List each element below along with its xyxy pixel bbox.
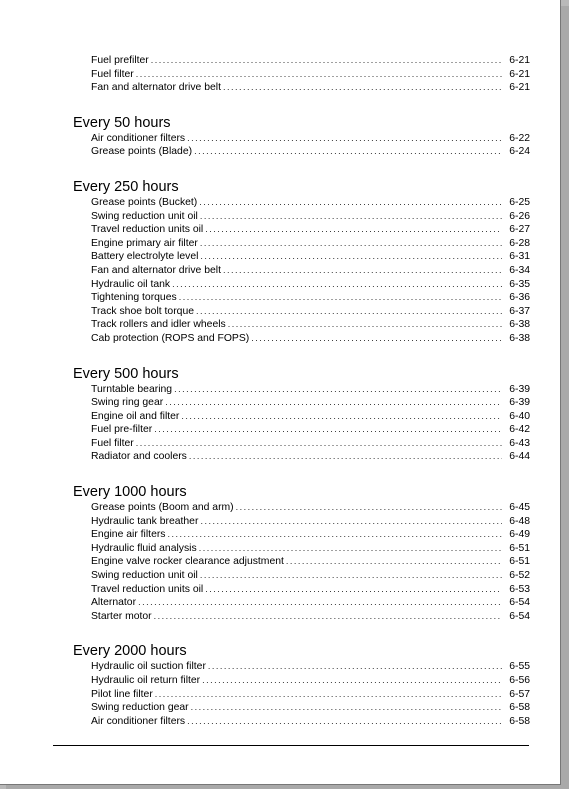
section-heading: Every 50 hours [73, 114, 171, 131]
dot-leader [165, 396, 502, 410]
toc-entry-page: 6-55 [509, 661, 530, 673]
toc-entry-label: Engine air filters [91, 529, 166, 541]
dot-leader [223, 81, 502, 95]
toc-entry-page: 6-39 [509, 397, 530, 409]
toc-entry-page: 6-58 [509, 715, 530, 727]
toc-entry-page: 6-44 [509, 451, 530, 463]
toc-entry-page: 6-54 [509, 610, 530, 622]
toc-entry-page: 6-51 [509, 556, 530, 568]
toc-entry-page: 6-21 [509, 82, 530, 94]
toc-entry-label: Cab protection (ROPS and FOPS) [91, 332, 250, 344]
toc-entry-page: 6-22 [509, 132, 530, 144]
toc-entry-label: Track shoe bolt torque [91, 305, 194, 317]
dot-leader [200, 515, 502, 529]
toc-entry-label: Swing reduction gear [91, 702, 189, 714]
toc-entry-label: Engine oil and filter [91, 410, 180, 422]
toc-entry[interactable] [72, 318, 530, 332]
toc-entry[interactable] [72, 305, 530, 319]
dot-leader [187, 715, 502, 729]
dot-leader [168, 528, 502, 542]
toc-entry[interactable] [72, 264, 530, 278]
toc-entry-page: 6-54 [509, 597, 530, 609]
toc-entry-label: Grease points (Boom and arm) [91, 502, 234, 514]
toc-entry-page: 6-35 [509, 278, 530, 290]
toc-entry[interactable] [72, 660, 530, 674]
dot-leader [136, 437, 502, 451]
toc-entry[interactable] [72, 237, 530, 251]
dot-leader [205, 583, 502, 597]
dot-leader [196, 305, 502, 319]
toc-entry[interactable] [72, 688, 530, 702]
toc-section-500-hours [72, 365, 530, 465]
toc-entry[interactable] [72, 583, 530, 597]
dot-leader [191, 701, 502, 715]
toc-section-250-hours [72, 178, 530, 346]
toc-entry-page: 6-40 [509, 410, 530, 422]
dot-leader [200, 237, 502, 251]
dot-leader [228, 318, 502, 332]
page-shadow-right [561, 6, 569, 789]
toc-entry-page: 6-45 [509, 502, 530, 514]
dot-leader [200, 210, 502, 224]
toc-entry[interactable] [72, 450, 530, 464]
toc-entry-label: Fuel filter [91, 437, 134, 449]
toc-entry-label: Swing reduction unit oil [91, 210, 198, 222]
toc-entry-page: 6-53 [509, 583, 530, 595]
toc-entry-page: 6-28 [509, 237, 530, 249]
toc-entry[interactable] [72, 515, 530, 529]
dot-leader [251, 332, 502, 346]
section-heading: Every 2000 hours [73, 643, 187, 660]
dot-leader [208, 660, 502, 674]
toc-entry[interactable] [72, 501, 530, 515]
dot-leader [199, 196, 502, 210]
dot-leader [155, 688, 502, 702]
dot-leader [194, 145, 502, 159]
toc-entry-page: 6-56 [509, 675, 530, 686]
dot-leader [179, 291, 502, 305]
toc-entry-label: Hydraulic oil return filter [91, 675, 201, 686]
toc-entry[interactable] [72, 715, 530, 729]
toc-entry-label: Engine valve rocker clearance adjustment [91, 556, 284, 568]
toc-entry-label: Hydraulic tank breather [91, 515, 199, 527]
toc-entry-label: Swing ring gear [91, 397, 164, 409]
toc-entry-page: 6-34 [509, 264, 530, 276]
toc-section-50-hours [72, 114, 530, 159]
toc-entry[interactable] [72, 383, 530, 397]
dot-leader [286, 555, 502, 569]
toc-entry-label: Fan and alternator drive belt [91, 82, 221, 94]
toc-section-1000-hours [72, 483, 530, 623]
toc-entry-page: 6-52 [509, 570, 530, 582]
toc-entry[interactable] [72, 132, 530, 146]
toc-entry-label: Fuel filter [91, 68, 134, 80]
dot-leader [223, 264, 502, 278]
section-heading: Every 500 hours [73, 365, 179, 382]
toc-entry[interactable] [72, 291, 530, 305]
toc-entry[interactable] [72, 278, 530, 292]
toc-entry-page: 6-51 [509, 542, 530, 554]
toc-entry[interactable] [72, 396, 530, 410]
toc-entry-label: Travel reduction units oil [91, 583, 204, 595]
toc-entry-label: Hydraulic oil tank [91, 278, 171, 290]
toc-entry-page: 6-42 [509, 424, 530, 436]
toc-entry-page: 6-26 [509, 210, 530, 222]
dot-leader [138, 596, 502, 610]
toc-entry[interactable] [72, 596, 530, 610]
toc-entry-label: Pilot line filter [91, 688, 153, 700]
toc-entry[interactable] [72, 610, 530, 624]
toc-entry[interactable] [72, 437, 530, 451]
toc-entry-page: 6-48 [509, 515, 530, 527]
dot-leader [172, 278, 502, 292]
table-of-contents [72, 54, 530, 728]
toc-entry-label: Turntable bearing [91, 383, 173, 395]
dot-leader [151, 54, 502, 68]
toc-entry-label: Grease points (Bucket) [91, 196, 198, 208]
toc-entry[interactable] [72, 250, 530, 264]
toc-entry-label: Grease points (Blade) [91, 146, 193, 158]
dot-leader [187, 132, 502, 146]
toc-entry-label: Track rollers and idler wheels [91, 319, 226, 331]
toc-entry-label: Hydraulic fluid analysis [91, 542, 197, 554]
toc-entry[interactable] [72, 674, 530, 688]
toc-entry[interactable] [72, 555, 530, 569]
dot-leader [181, 410, 502, 424]
footer-rule [53, 745, 529, 746]
toc-entry-label: Fan and alternator drive belt [91, 264, 221, 276]
toc-entry[interactable] [72, 701, 530, 715]
toc-entry[interactable] [72, 54, 530, 68]
toc-entry-page: 6-36 [509, 292, 530, 304]
toc-entry-page: 6-58 [509, 702, 530, 714]
dot-leader [174, 383, 502, 397]
toc-entry-page: 6-39 [509, 383, 530, 395]
section-heading: Every 250 hours [73, 178, 179, 195]
toc-entry-page: 6-27 [509, 224, 530, 236]
toc-entry[interactable] [72, 542, 530, 556]
toc-entry-page: 6-38 [509, 319, 530, 331]
toc-entry-label: Hydraulic oil suction filter [91, 661, 206, 673]
toc-entry-label: Starter motor [91, 610, 152, 622]
toc-entry[interactable] [72, 210, 530, 224]
dot-leader [236, 501, 502, 515]
toc-entry-page: 6-38 [509, 332, 530, 344]
toc-entry-page: 6-43 [509, 437, 530, 449]
toc-entry-label: Swing reduction unit oil [91, 570, 198, 582]
toc-entry-page: 6-37 [509, 305, 530, 317]
dot-leader [199, 542, 502, 556]
toc-entry-page: 6-57 [509, 688, 530, 700]
toc-entry-page: 6-21 [509, 55, 530, 66]
section-heading: Every 1000 hours [73, 484, 187, 501]
toc-entry-label: Radiator and coolers [91, 451, 187, 463]
toc-entry-page: 6-25 [509, 196, 530, 208]
toc-entry[interactable] [72, 332, 530, 346]
toc-entry-label: Fuel prefilter [91, 55, 149, 66]
toc-entry[interactable] [72, 68, 530, 82]
dot-leader [200, 569, 502, 583]
dot-leader [200, 250, 502, 264]
toc-entry[interactable] [72, 423, 530, 437]
toc-entry-label: Travel reduction units oil [91, 224, 204, 236]
toc-entry[interactable] [72, 196, 530, 210]
dot-leader [189, 450, 502, 464]
dot-leader [154, 610, 502, 624]
dot-leader [202, 674, 502, 688]
toc-entry-page: 6-31 [509, 251, 530, 263]
page-shadow-bottom [6, 785, 569, 789]
toc-entry-label: Alternator [91, 597, 137, 609]
toc-entry[interactable] [72, 410, 530, 424]
toc-entry[interactable] [72, 81, 530, 95]
toc-entry[interactable] [72, 569, 530, 583]
toc-section-2000-hours [72, 642, 530, 728]
toc-entry-label: Air conditioner filters [91, 132, 186, 144]
toc-entry-label: Fuel pre-filter [91, 424, 153, 436]
dot-leader [205, 223, 502, 237]
toc-entry[interactable] [72, 145, 530, 159]
toc-entry-page: 6-24 [509, 146, 530, 158]
toc-entry-label: Battery electrolyte level [91, 251, 199, 263]
toc-entry-page: 6-21 [509, 68, 530, 80]
dot-leader [154, 423, 502, 437]
toc-entry-label: Air conditioner filters [91, 715, 186, 727]
toc-entry[interactable] [72, 528, 530, 542]
toc-entry-label: Tightening torques [91, 292, 177, 304]
toc-entry-label: Engine primary air filter [91, 237, 198, 249]
dot-leader [136, 68, 502, 82]
toc-entry[interactable] [72, 223, 530, 237]
toc-section-continued [72, 54, 530, 95]
toc-entry-page: 6-49 [509, 529, 530, 541]
